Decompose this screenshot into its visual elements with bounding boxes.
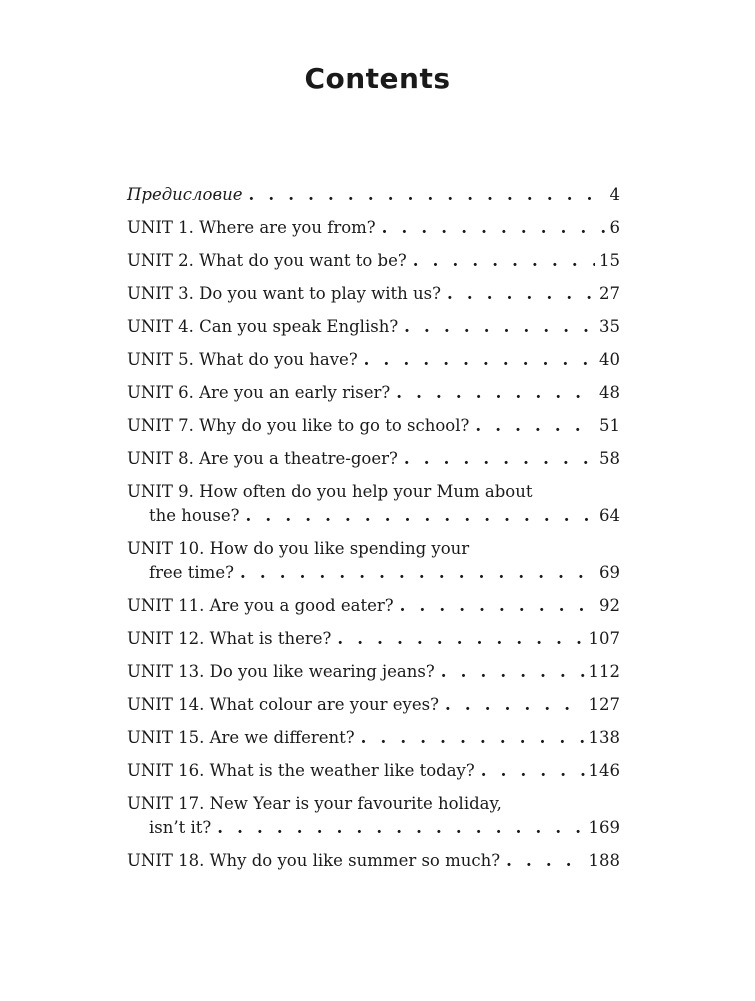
- dot-leader: [475, 414, 595, 438]
- toc-entry-label: UNIT 13. Do you like wearing jeans?: [127, 662, 435, 681]
- toc-entry-label: UNIT 4. Can you speak English?: [127, 317, 399, 336]
- toc-entry-preface[interactable]: [127, 183, 620, 216]
- toc-entry-unit-17[interactable]: [127, 792, 620, 849]
- toc-entry-unit-16[interactable]: [127, 759, 620, 792]
- toc-entry-label-continued: isn’t it?: [149, 818, 212, 837]
- toc-entry-page: 92: [599, 596, 620, 615]
- dot-leader: [400, 594, 595, 618]
- toc-entry-unit-11[interactable]: [127, 594, 620, 627]
- dot-leader: [217, 816, 584, 839]
- toc-entry-label: UNIT 15. Are we different?: [127, 728, 355, 747]
- toc-entry-unit-8[interactable]: [127, 447, 620, 480]
- toc-entry-unit-18[interactable]: [127, 849, 620, 882]
- toc-entry-label: UNIT 14. What colour are your eyes?: [127, 695, 439, 714]
- toc-entry-label: Предисловие: [127, 185, 243, 204]
- toc-entry-page: 40: [599, 350, 620, 369]
- toc-entry-label: UNIT 7. Why do you like to go to school?: [127, 416, 470, 435]
- toc-entry-unit-6[interactable]: [127, 381, 620, 414]
- toc-entry-page: 4: [609, 185, 620, 204]
- toc-entry-unit-10[interactable]: [127, 537, 620, 594]
- dot-leader: [248, 183, 605, 207]
- toc-entry-label: UNIT 6. Are you an early riser?: [127, 383, 391, 402]
- toc-entry-unit-7[interactable]: [127, 414, 620, 447]
- toc-entry-page: 51: [599, 416, 620, 435]
- toc-entry-page: 169: [588, 818, 620, 837]
- dot-leader: [382, 216, 606, 240]
- toc-entry-page: 6: [609, 218, 620, 237]
- toc-entry-unit-12[interactable]: [127, 627, 620, 660]
- dot-leader: [246, 504, 595, 527]
- toc-entry-label: UNIT 11. Are you a good eater?: [127, 596, 394, 615]
- toc-entry-page: 58: [599, 449, 620, 468]
- toc-entry-page: 188: [588, 851, 620, 870]
- dot-leader: [240, 561, 595, 584]
- toc-entry-page: 107: [588, 629, 620, 648]
- dot-leader: [337, 627, 584, 651]
- dot-leader: [445, 693, 585, 717]
- toc-entry-unit-2[interactable]: [127, 249, 620, 282]
- dot-leader: [506, 849, 584, 873]
- toc-entry-label: UNIT 16. What is the weather like today?: [127, 761, 475, 780]
- toc-entry-unit-14[interactable]: [127, 693, 620, 726]
- dot-leader: [404, 447, 595, 471]
- toc-entry-page: 138: [588, 728, 620, 747]
- dot-leader: [364, 348, 595, 372]
- toc-entry-label-continued: the house?: [149, 506, 240, 525]
- toc-entry-unit-4[interactable]: [127, 315, 620, 348]
- toc-entry-unit-15[interactable]: [127, 726, 620, 759]
- toc-entry-page: 35: [599, 317, 620, 336]
- toc-entry-label: UNIT 10. How do you like spending your: [127, 539, 470, 558]
- toc-entry-page: 112: [588, 662, 620, 681]
- dot-leader: [361, 726, 585, 750]
- dot-leader: [404, 315, 595, 339]
- dot-leader: [441, 660, 585, 684]
- toc-entry-label: UNIT 12. What is there?: [127, 629, 332, 648]
- toc-entry-unit-3[interactable]: [127, 282, 620, 315]
- toc-entry-page: 69: [599, 563, 620, 582]
- toc-entry-page: 27: [599, 284, 620, 303]
- toc-entry-page: 127: [588, 695, 620, 714]
- toc-entry-label-continued: free time?: [149, 563, 234, 582]
- toc-entry-page: 64: [599, 506, 620, 525]
- toc-entry-label: UNIT 5. What do you have?: [127, 350, 358, 369]
- table-of-contents: [127, 183, 620, 882]
- dot-leader: [413, 249, 595, 273]
- toc-entry-label: UNIT 17. New Year is your favourite holiday,: [127, 794, 502, 813]
- toc-entry-label: UNIT 2. What do you want to be?: [127, 251, 407, 270]
- toc-entry-label: UNIT 3. Do you want to play with us?: [127, 284, 441, 303]
- dot-leader: [396, 381, 595, 405]
- dot-leader: [481, 759, 585, 783]
- toc-entry-page: 15: [599, 251, 620, 270]
- toc-entry-unit-1[interactable]: [127, 216, 620, 249]
- dot-leader: [447, 282, 595, 306]
- toc-entry-page: 146: [588, 761, 620, 780]
- toc-entry-label: UNIT 1. Where are you from?: [127, 218, 376, 237]
- toc-entry-unit-5[interactable]: [127, 348, 620, 381]
- toc-entry-page: 48: [599, 383, 620, 402]
- page-title: Contents: [304, 62, 451, 95]
- toc-entry-label: UNIT 8. Are you a theatre-goer?: [127, 449, 398, 468]
- toc-entry-unit-13[interactable]: [127, 660, 620, 693]
- toc-entry-unit-9[interactable]: [127, 480, 620, 537]
- toc-entry-label: UNIT 9. How often do you help your Mum about: [127, 482, 533, 501]
- toc-entry-label: UNIT 18. Why do you like summer so much?: [127, 851, 501, 870]
